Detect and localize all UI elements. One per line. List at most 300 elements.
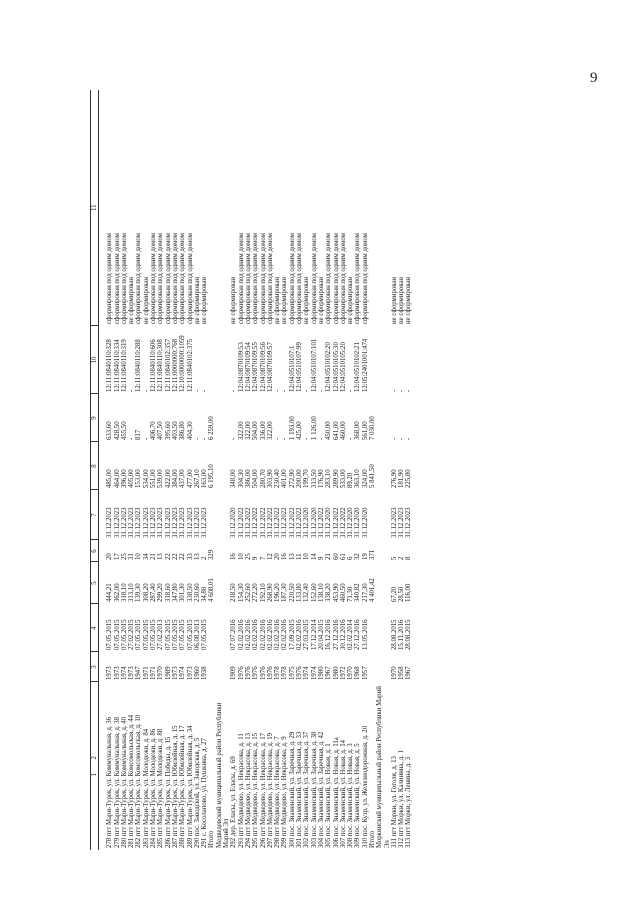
- data-cell: 152,60: [310, 583, 318, 602]
- address-cell: 303 пос. Знаменский, ул. Заречная, д. 38: [310, 731, 318, 848]
- data-cell: 154,30: [237, 583, 245, 602]
- data-cell: 1975: [288, 666, 296, 680]
- data-cell: 2: [398, 556, 406, 560]
- data-cell: 61: [339, 553, 347, 560]
- data-cell: 1971: [142, 666, 150, 680]
- address-cell: 296 пгт Медведево, ул. Некрасова, д. 17: [259, 733, 267, 848]
- table-row: [260, 90, 267, 850]
- address-cell: 295 пгт Медведево, ул. Некрасова, д. 15: [252, 733, 260, 848]
- data-cell: 12:11:0840110:308: [157, 339, 165, 392]
- empty-cell: [216, 90, 231, 682]
- data-cell: 561,00: [361, 421, 369, 440]
- data-cell: 13: [288, 553, 296, 560]
- data-cell: не сформирован: [303, 276, 311, 324]
- data-cell: 07.05.2015: [142, 619, 150, 650]
- data-cell: 272,20: [252, 583, 260, 602]
- data-cell: 200,00: [296, 469, 304, 488]
- data-cell: 28.08.2015: [390, 619, 398, 650]
- data-cell: 1973: [171, 666, 179, 680]
- data-cell: 460,00: [339, 421, 347, 440]
- data-cell: 347,80: [171, 583, 179, 602]
- data-cell: 322,00: [244, 421, 252, 440]
- address-cell: 290 пос. Заводской, ул. Заводская, д. 5: [193, 737, 201, 848]
- data-cell: 31.12.2022: [244, 507, 252, 538]
- data-cell: 31.12.2023: [135, 507, 143, 538]
- data-cell: 1978: [281, 666, 289, 680]
- data-cell: 287,40: [150, 583, 158, 602]
- data-cell: 485,00: [106, 469, 114, 488]
- data-cell: 6: [347, 556, 355, 560]
- data-cell: 252,60: [244, 583, 252, 602]
- data-cell: -: [142, 389, 150, 392]
- data-cell: 07.05.2015: [179, 619, 187, 650]
- data-cell: 12:04:0510105:30: [332, 342, 340, 392]
- data-cell: 1972: [339, 666, 347, 680]
- data-cell: 187,30: [281, 583, 289, 602]
- data-cell: 07.05.2015: [120, 619, 128, 650]
- data-cell: 21: [150, 553, 158, 560]
- data-cell: 06.08.2013: [193, 619, 201, 650]
- data-cell: 31.12.2022: [296, 507, 304, 538]
- data-cell: -: [398, 389, 406, 392]
- data-cell: 71,30: [347, 586, 355, 602]
- data-cell: 31.12.2020: [325, 507, 333, 538]
- data-cell: 1974: [310, 666, 318, 680]
- data-cell: сформирован под одним домом: [164, 233, 172, 324]
- data-cell: 89,20: [347, 472, 355, 488]
- data-cell: 633,60: [106, 421, 114, 440]
- data-cell: 504,00: [252, 469, 260, 488]
- data-cell: 551,00: [150, 469, 158, 488]
- header-row: [91, 90, 99, 850]
- data-cell: 1947: [135, 666, 143, 680]
- data-cell: не сформирован: [201, 276, 209, 324]
- table-row: [391, 90, 398, 850]
- address-cell: 278 пгт Мари-Турек, ул. Коммунальная, д. 36: [106, 716, 114, 848]
- address-cell: 308 пос. Знаменский, ул. Новая, д. 3: [347, 743, 355, 848]
- data-cell: 504,00: [252, 421, 260, 440]
- data-cell: 12:11:0840110:288: [135, 339, 143, 392]
- data-cell: 404,30: [186, 421, 194, 440]
- address-cell: 282 пгт Мари-Турек, ул. Комсомольская, д. 10: [135, 714, 143, 848]
- data-cell: 30.12.2016: [339, 619, 347, 650]
- table-row: [303, 90, 310, 850]
- table-row: [179, 90, 186, 850]
- data-cell: 02.02.2016: [274, 619, 282, 650]
- data-cell: 02.02.2016: [252, 619, 260, 650]
- address-cell: 287 пгт Мари-Турек, ул. Юбилейная, д. 15: [171, 725, 179, 848]
- data-cell: 31.12.2023: [164, 507, 172, 538]
- header-cell: 4: [91, 604, 99, 652]
- data-cell: 34,80: [201, 586, 209, 602]
- data-cell: 1976: [296, 666, 304, 680]
- data-cell: 1973: [186, 666, 194, 680]
- data-cell: -: [230, 389, 238, 392]
- data-cell: 336,00: [259, 421, 267, 440]
- data-cell: 444,21: [106, 583, 114, 602]
- total-label: Итого: [208, 830, 216, 848]
- data-cell: 322,00: [237, 421, 245, 440]
- data-cell: 363,10: [354, 469, 362, 488]
- data-cell: сформирован под одним домом: [325, 233, 333, 324]
- data-cell: -: [390, 389, 398, 392]
- empty-cell: [208, 652, 215, 682]
- data-cell: -: [347, 437, 355, 440]
- page-number: 9: [590, 70, 598, 86]
- data-cell: 199,70: [303, 469, 311, 488]
- data-cell: не сформирован: [405, 276, 413, 324]
- data-cell: 07.05.2015: [201, 619, 209, 650]
- data-cell: 07.05.2015: [106, 619, 114, 650]
- data-cell: -: [142, 437, 150, 440]
- data-cell: -: [128, 437, 136, 440]
- address-cell: 292 дер. Еласы, ул. Еласы, д. 69: [230, 756, 238, 848]
- data-cell: 31.12.2023: [186, 507, 194, 538]
- data-cell: 338,50: [186, 583, 194, 602]
- address-cell: 313 пгт Морки, ул. Ленина, д. 3: [405, 756, 413, 848]
- data-cell: 348,00: [230, 469, 238, 488]
- data-cell: не сформирован: [274, 276, 282, 324]
- data-cell: 1970: [390, 666, 398, 680]
- data-cell: 313,10: [128, 583, 136, 602]
- data-cell: 31.12.2022: [274, 507, 282, 538]
- data-cell: 133,80: [296, 583, 304, 602]
- data-cell: сформирован под одним домом: [354, 233, 362, 324]
- data-cell: 9: [252, 556, 260, 560]
- data-cell: 31.12.2020: [354, 507, 362, 538]
- data-cell: 303,90: [266, 469, 274, 488]
- data-cell: 308,20: [142, 583, 150, 602]
- data-cell: -: [281, 437, 289, 440]
- table-row: [325, 90, 332, 850]
- data-cell: 15.11.2016: [398, 619, 406, 650]
- data-cell: 313,50: [310, 469, 318, 488]
- data-cell: 12:11:0840110:606: [150, 339, 158, 392]
- table-row: [311, 90, 318, 850]
- address-cell: 283 пгт Мари-Турек, ул. Молодежи, д. 84: [142, 728, 150, 848]
- data-cell: 31.12.2022: [317, 507, 325, 538]
- data-cell: 217,30: [361, 583, 369, 602]
- data-cell: 31.12.2020: [310, 507, 318, 538]
- data-cell: сформирован под одним домом: [266, 233, 274, 324]
- table-row: [238, 90, 245, 850]
- data-cell: 02.02.2016: [237, 619, 245, 650]
- table-row: [252, 90, 259, 850]
- data-cell: 1978: [274, 666, 282, 680]
- data-cell: 31.12.2020: [361, 507, 369, 538]
- data-cell: 12:04:0510107:101: [310, 338, 318, 392]
- data-cell: 5: [390, 556, 398, 560]
- data-cell: 425,00: [296, 421, 304, 440]
- data-cell: -: [230, 437, 238, 440]
- data-cell: 07.05.2015: [135, 619, 143, 650]
- data-cell: 289,90: [332, 469, 340, 488]
- data-cell: 31: [128, 553, 136, 560]
- data-cell: 12: [266, 553, 274, 560]
- table-row: [201, 90, 208, 850]
- data-cell: 163,00: [201, 469, 209, 488]
- data-cell: 1976: [266, 666, 274, 680]
- data-cell: 02.02.2016: [296, 619, 304, 650]
- data-cell: 464,00: [113, 469, 121, 488]
- data-cell: 267,10: [193, 469, 201, 488]
- data-cell: 460,50: [339, 583, 347, 602]
- data-cell: 31.12.2022: [259, 507, 267, 538]
- table-row: [274, 90, 281, 850]
- address-cell: 281 пгт Мари-Турек, ул. Комсомольская, д. 44: [128, 714, 136, 848]
- data-cell: -: [193, 437, 201, 440]
- data-cell: 10: [303, 553, 311, 560]
- housing-table: [90, 90, 413, 850]
- data-cell: 362,00: [113, 583, 121, 602]
- table-row: [128, 90, 135, 850]
- total-land: 7 030,00: [368, 416, 376, 440]
- data-cell: 02.02.2016: [281, 619, 289, 650]
- data-cell: 31.12.2020: [347, 507, 355, 538]
- data-cell: 1938: [201, 666, 209, 680]
- table-row: [318, 90, 325, 850]
- address-cell: 291 с. Косолапово, ул. Пушкина, д. 27: [201, 738, 209, 848]
- data-cell: 301,30: [179, 583, 187, 602]
- data-cell: 22: [164, 553, 172, 560]
- data-cell: 1974: [303, 666, 311, 680]
- table-row: [157, 90, 164, 850]
- data-cell: 11: [296, 553, 304, 560]
- data-cell: 1973: [106, 666, 114, 680]
- address-cell: 284 пгт Мари-Турек, ул. Молодежи, д. 86: [150, 728, 158, 848]
- data-cell: не сформирован: [128, 276, 136, 324]
- data-cell: 230,60: [193, 583, 201, 602]
- data-cell: 428,50: [113, 421, 121, 440]
- data-cell: 1980: [332, 666, 340, 680]
- total-residents: 329: [208, 549, 216, 560]
- data-cell: 31.12.2023: [142, 507, 150, 538]
- data-cell: сформирован под одним домом: [120, 233, 128, 324]
- data-cell: 10: [237, 553, 245, 560]
- data-cell: сформирован под одним домом: [135, 233, 143, 324]
- total-land: 6 259,00: [208, 416, 216, 440]
- data-cell: -: [193, 389, 201, 392]
- data-cell: 455,50: [120, 421, 128, 440]
- data-cell: 12:10:0000000:1059: [179, 335, 187, 392]
- address-cell: 279 пгт Мари-Турек, ул. Коммунальная, д. 38: [113, 716, 121, 848]
- total-label: Итого: [368, 830, 376, 848]
- empty-cell: [376, 90, 391, 682]
- data-cell: 07.05.2015: [186, 619, 194, 650]
- data-cell: не сформирован: [142, 276, 150, 324]
- data-cell: 403,50: [171, 421, 179, 440]
- data-cell: 22: [171, 553, 179, 560]
- data-cell: -: [274, 389, 282, 392]
- address-cell: 294 пгт Медведево, ул. Некрасова, д. 13: [244, 733, 252, 848]
- data-cell: 1 126,00: [310, 416, 318, 440]
- data-cell: -: [398, 437, 406, 440]
- data-cell: 12:04:0510107:1: [288, 345, 296, 392]
- data-cell: 139,30: [135, 583, 143, 602]
- data-cell: 16: [281, 553, 289, 560]
- data-cell: 02.02.2016: [244, 619, 252, 650]
- data-cell: 1989: [164, 666, 172, 680]
- data-cell: сформирован под одним домом: [339, 233, 347, 324]
- data-cell: 31.12.2023: [171, 507, 179, 538]
- data-cell: 230,40: [274, 469, 282, 488]
- total-residents: 371: [368, 549, 376, 560]
- table-row: [245, 90, 252, 850]
- address-cell: 305 пос. Знаменский, ул. Новая, д. 1: [325, 743, 333, 848]
- address-cell: 297 пгт Медведево, ул. Некрасова, д. 19: [266, 733, 274, 848]
- table-row: [281, 90, 288, 850]
- data-cell: 1967: [405, 666, 413, 680]
- header-cell: 1 2: [91, 682, 99, 850]
- data-cell: 31.12.2020: [230, 507, 238, 538]
- data-cell: -: [303, 437, 311, 440]
- data-cell: 539,00: [157, 469, 165, 488]
- table-row: [187, 90, 194, 850]
- data-cell: 1970: [157, 666, 165, 680]
- total-area: 4 608,01: [208, 578, 216, 602]
- data-cell: -: [201, 389, 209, 392]
- data-cell: -: [405, 437, 413, 440]
- data-cell: 10: [135, 553, 143, 560]
- data-cell: сформирован под одним домом: [259, 233, 267, 324]
- data-cell: 2: [201, 556, 209, 560]
- data-cell: 12:11:0840110:328: [106, 339, 114, 392]
- data-cell: 17.09.2015: [288, 619, 296, 650]
- data-cell: 477,00: [186, 469, 194, 488]
- data-cell: 19: [361, 553, 369, 560]
- rotated-table-wrapper: [90, 90, 595, 850]
- data-cell: сформирован под одним домом: [332, 233, 340, 324]
- data-cell: 276,90: [390, 469, 398, 488]
- address-cell: 307 пос. Знаменский, ул. Новая, д. 14: [339, 739, 347, 848]
- total-cost: 5 841,50: [368, 464, 376, 488]
- data-cell: 31.12.2023: [390, 507, 398, 538]
- data-cell: 450,00: [325, 421, 333, 440]
- data-cell: 12:04:0870109:56: [259, 342, 267, 392]
- header-cell: 11: [91, 90, 99, 326]
- data-cell: 1976: [244, 666, 252, 680]
- data-cell: 31.12.2023: [106, 507, 114, 538]
- data-cell: 1967: [325, 666, 333, 680]
- header-cell: 9: [91, 394, 99, 442]
- data-cell: -: [347, 389, 355, 392]
- data-cell: 422,00: [164, 469, 172, 488]
- data-cell: 31.12.2022: [252, 507, 260, 538]
- data-cell: 1980: [317, 666, 325, 680]
- data-cell: 1960: [193, 666, 201, 680]
- data-cell: -: [317, 437, 325, 440]
- data-cell: 384,00: [171, 469, 179, 488]
- data-cell: 1909: [230, 666, 238, 680]
- header-cell: 8: [91, 442, 99, 490]
- data-cell: 13: [193, 553, 201, 560]
- data-cell: 60: [332, 553, 340, 560]
- header-cell: 7: [91, 490, 99, 540]
- data-cell: 20.04.2015: [317, 619, 325, 650]
- data-cell: 272,90: [288, 469, 296, 488]
- data-cell: 218,50: [230, 583, 238, 602]
- data-cell: 31.12.2022: [339, 507, 347, 538]
- data-cell: 07.05.2015: [113, 619, 121, 650]
- address-cell: 312 пгт Морки, ул. Калинина, д. 1: [398, 749, 406, 848]
- data-cell: 31.12.2022: [288, 507, 296, 538]
- table-row: [172, 90, 179, 850]
- table-row: [347, 90, 354, 850]
- data-cell: 1974: [179, 666, 187, 680]
- data-cell: 31.12.2023: [193, 507, 201, 538]
- data-cell: 1970: [347, 666, 355, 680]
- address-cell: 285 пгт Мари-Турек, ул. Молодежи, д. 88: [157, 728, 165, 848]
- data-cell: сформирован под одним домом: [106, 233, 114, 324]
- table-row: [194, 90, 201, 850]
- data-cell: 28.08.2015: [405, 619, 413, 650]
- data-cell: -: [128, 389, 136, 392]
- data-cell: 16: [230, 553, 238, 560]
- data-cell: 817: [135, 429, 143, 440]
- empty-cell: [369, 652, 376, 682]
- section-header: Медведевский муниципальный район Республики Марий Эл: [215, 702, 231, 848]
- data-cell: 31.12.2022: [281, 507, 289, 538]
- data-cell: 31.12.2023: [150, 507, 158, 538]
- address-cell: 302 пос. Знаменский, ул. Заречная, д. 37: [303, 731, 311, 848]
- data-cell: 1976: [259, 666, 267, 680]
- data-cell: 437,00: [179, 469, 187, 488]
- data-cell: 318,10: [120, 583, 128, 602]
- data-cell: 32: [354, 553, 362, 560]
- data-cell: 31.12.2023: [201, 507, 209, 538]
- data-cell: 368,00: [354, 421, 362, 440]
- data-cell: 31.12.2023: [405, 507, 413, 538]
- data-cell: сформирован под одним домом: [150, 233, 158, 324]
- address-cell: 288 пгт Мари-Турек, ул. Юбилейная, д. 17: [179, 725, 187, 848]
- data-cell: 27.12.2016: [354, 619, 362, 650]
- data-cell: 8: [405, 556, 413, 560]
- data-cell: 318,60: [164, 583, 172, 602]
- table-row: [114, 90, 121, 850]
- data-cell: 12:11:0840102:375: [186, 339, 194, 392]
- data-cell: 338,20: [325, 583, 333, 602]
- data-cell: 322,00: [266, 421, 274, 440]
- data-cell: -: [281, 389, 289, 392]
- address-cell: 289 пгт Мари-Турек, ул. Юбилейная, д. 34: [186, 725, 194, 848]
- data-cell: 299,20: [157, 583, 165, 602]
- data-cell: 12:04:0870109:53: [237, 342, 245, 392]
- data-cell: 395,60: [164, 421, 172, 440]
- data-cell: сформирован под одним домом: [179, 233, 187, 324]
- data-cell: сформирован под одним домом: [157, 233, 165, 324]
- data-cell: -: [274, 437, 282, 440]
- data-cell: 386,00: [244, 469, 252, 488]
- data-cell: 25: [120, 553, 128, 560]
- data-cell: не сформирован: [398, 276, 406, 324]
- empty-cell: [208, 490, 215, 540]
- data-cell: 407,50: [157, 421, 165, 440]
- data-cell: 12:11:0000000:768: [171, 339, 179, 392]
- data-cell: 33: [186, 553, 194, 560]
- data-cell: 1 193,00: [288, 416, 296, 440]
- table-row: [398, 90, 405, 850]
- table-row: [333, 90, 340, 850]
- data-cell: 12:05:2401001:474: [361, 338, 369, 392]
- data-cell: 453,90: [332, 583, 340, 602]
- data-cell: 31.12.2022: [237, 507, 245, 538]
- data-cell: 153,00: [135, 469, 143, 488]
- table-row: [354, 90, 361, 850]
- data-cell: -: [201, 437, 209, 440]
- data-cell: 22: [179, 553, 187, 560]
- data-cell: не сформирован: [347, 276, 355, 324]
- data-cell: 13: [157, 553, 165, 560]
